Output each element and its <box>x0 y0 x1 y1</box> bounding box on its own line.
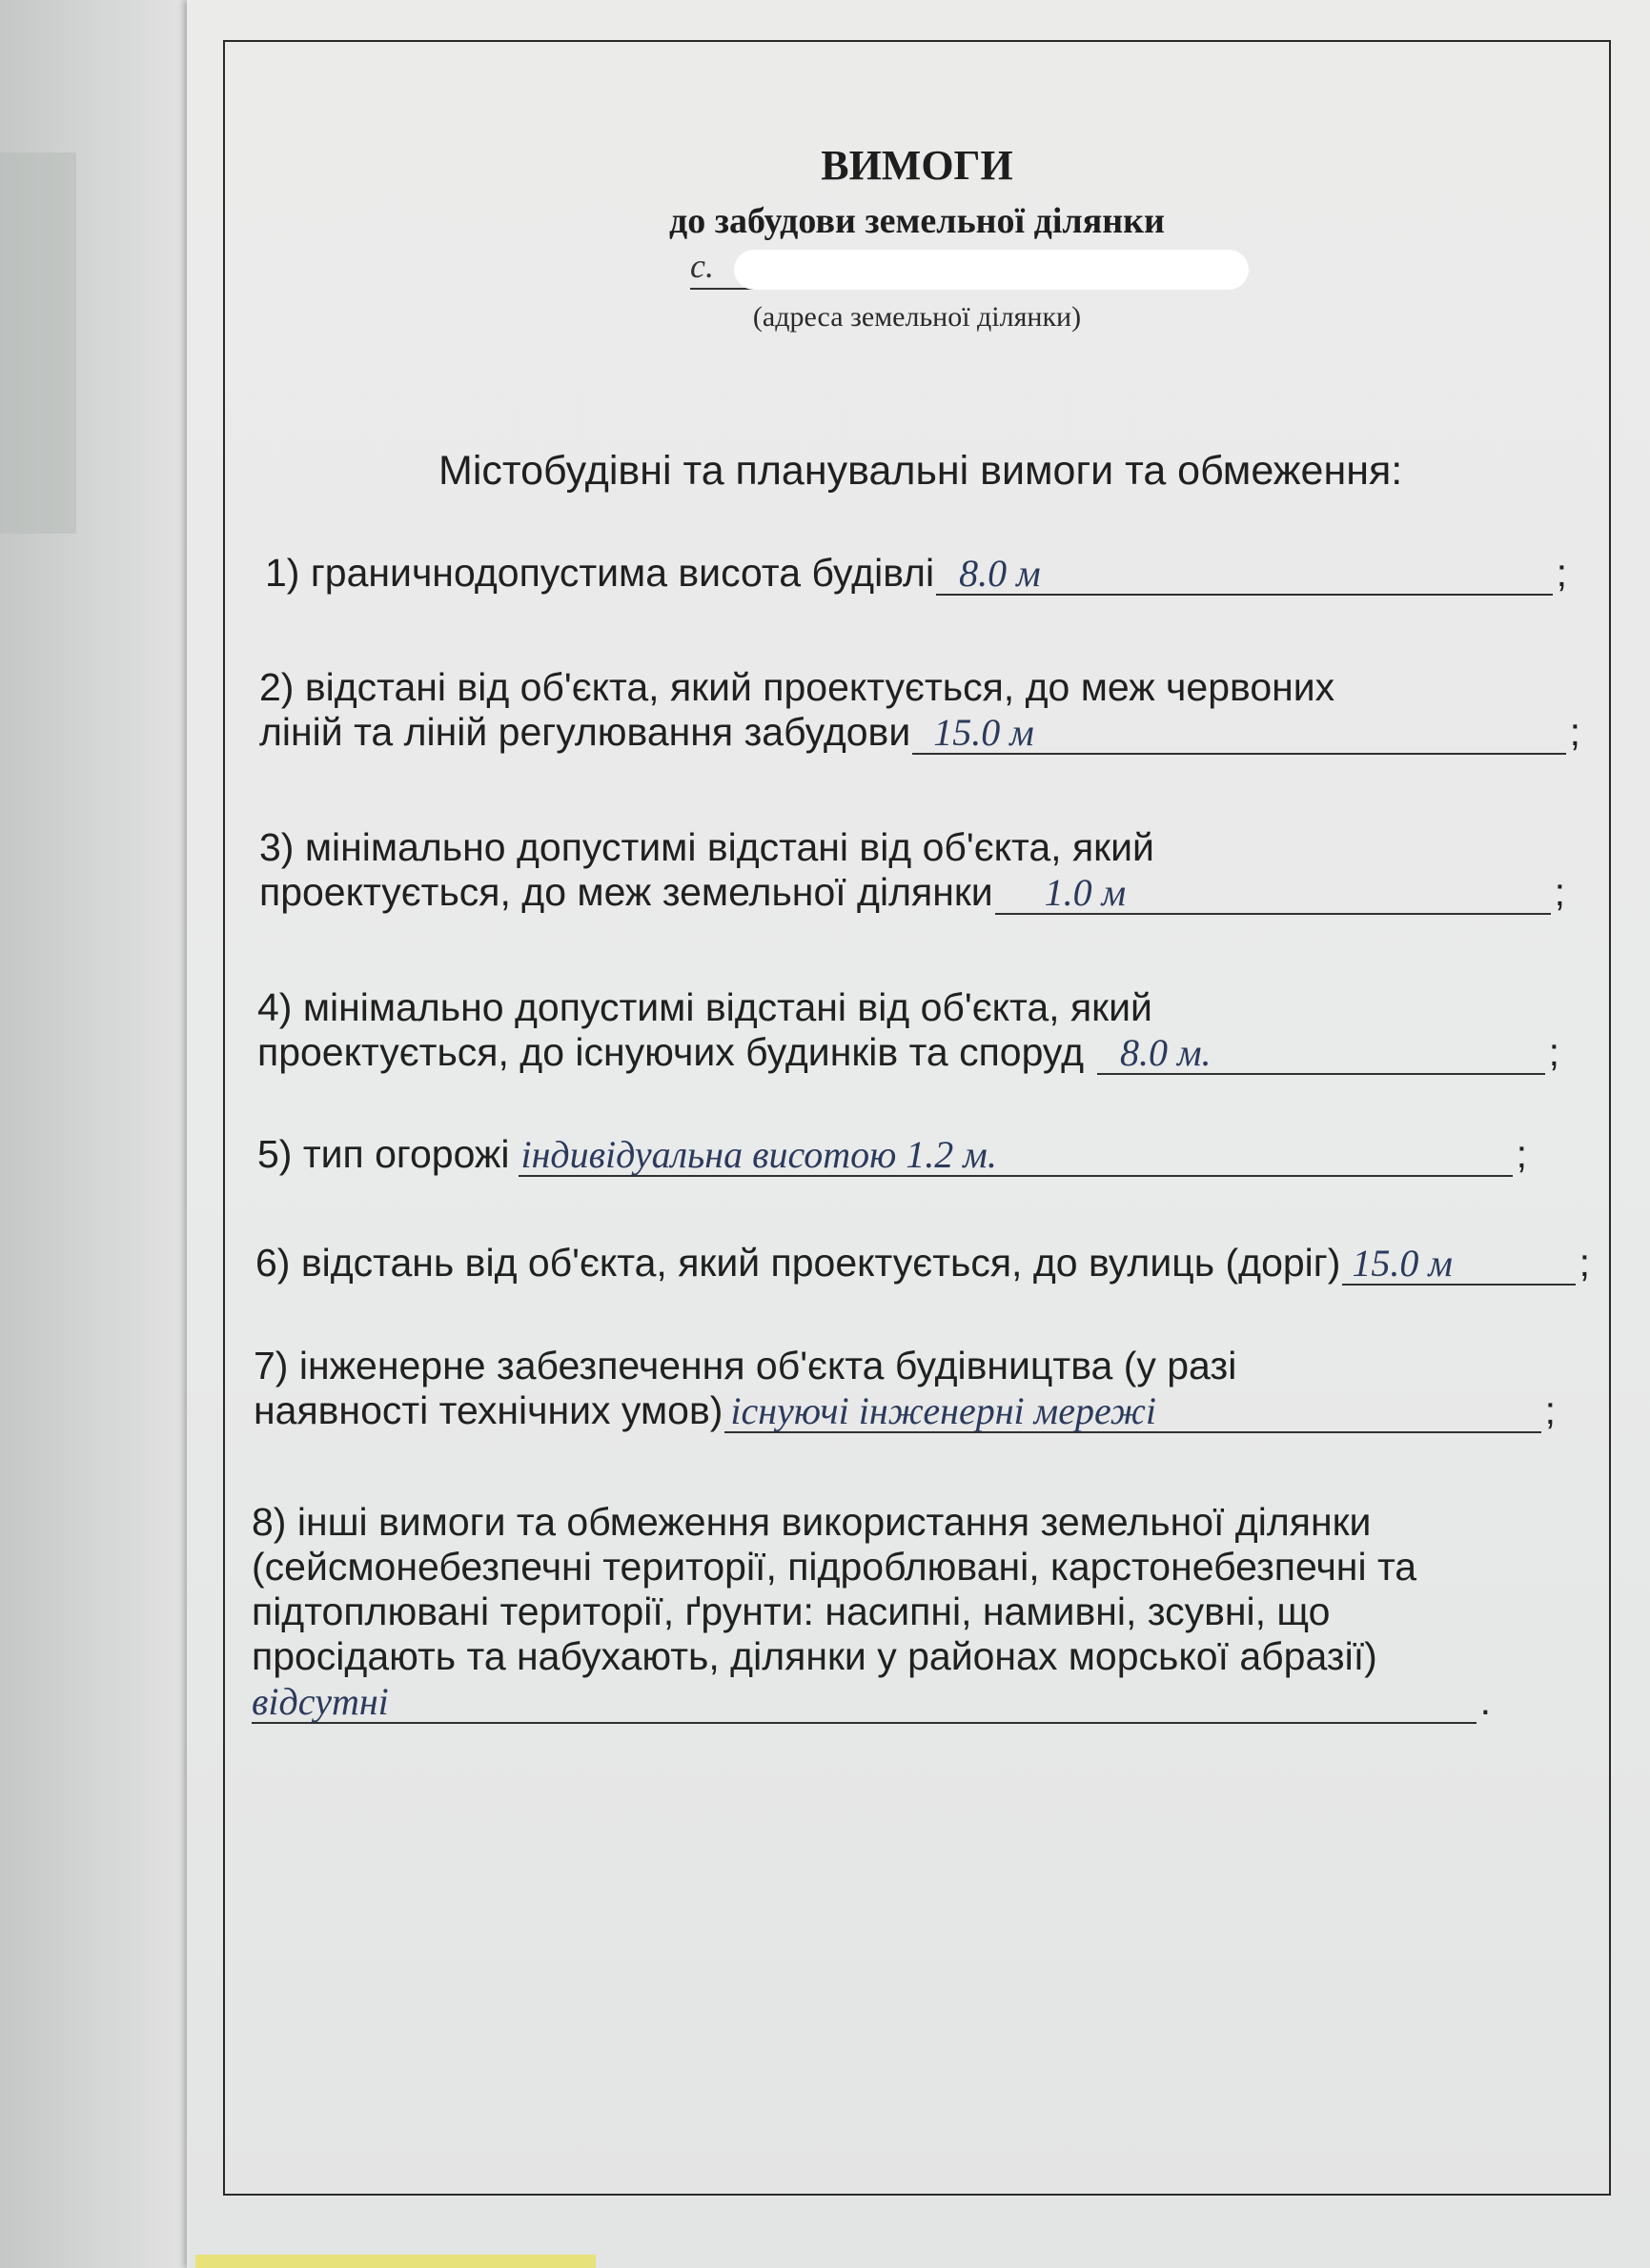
handwritten-value: існуючі інженерні мережі <box>730 1389 1157 1432</box>
requirement-label: просідають та набухають, ділянки у районах морської абразії) <box>252 1634 1377 1678</box>
line-terminator: ; <box>1554 870 1565 914</box>
address-prefix: с. <box>690 247 714 285</box>
requirement-label: 5) тип огорожі <box>257 1132 510 1176</box>
fill-in-line <box>519 1133 1512 1177</box>
requirement-label: наявності технічних умов) <box>254 1388 723 1432</box>
requirement-label: (сейсмонебезпечні території, підроблювані, карстонебезпечні та <box>252 1545 1417 1589</box>
back-sheet-shadow <box>0 152 76 534</box>
requirement-item-5 <box>257 1132 1527 1177</box>
address-redaction <box>734 250 1249 290</box>
fill-in-line <box>1342 1242 1575 1286</box>
line-terminator: ; <box>1556 551 1567 595</box>
requirement-label: 8) інші вимоги та обмеження використання земельної ділянки <box>252 1500 1372 1544</box>
requirement-label: підтоплювані території, ґрунти: насипні, намивні, зсувні, що <box>252 1590 1331 1633</box>
fill-in-line <box>936 552 1553 596</box>
address-field <box>690 246 1224 290</box>
address-caption: (адреса земельної ділянки) <box>752 301 1082 333</box>
line-terminator: . <box>1479 1679 1491 1723</box>
fill-in-line <box>995 871 1551 915</box>
requirement-label: проектується, до меж земельної ділянки <box>259 870 993 914</box>
requirement-label: 3) мінімально допустимі відстані від об'єкта, який <box>259 825 1154 869</box>
line-terminator: ; <box>1516 1132 1527 1176</box>
requirement-item-3 <box>259 825 1565 915</box>
fill-in-line <box>912 711 1565 755</box>
requirement-item-8 <box>252 1500 1491 1724</box>
line-terminator: ; <box>1569 710 1580 754</box>
document-subtitle: до забудови земельної ділянки <box>669 201 1165 241</box>
line-terminator: ; <box>1548 1030 1559 1074</box>
fill-in-line <box>252 1680 1477 1724</box>
requirement-label: 7) інженерне забезпечення об'єкта будівництва (у разі <box>254 1344 1237 1387</box>
requirement-label: 6) відстань від об'єкта, який проектується, до вулиць (доріг) <box>255 1241 1341 1285</box>
yellow-paper-edge <box>195 2255 596 2268</box>
section-heading: Містобудівні та планувальні вимоги та обмеження: <box>438 448 1403 494</box>
requirement-item-1 <box>265 551 1567 596</box>
requirement-label: ліній та ліній регулювання забудови <box>259 710 911 754</box>
back-sheet <box>0 0 195 2268</box>
fill-in-line <box>724 1389 1540 1433</box>
handwritten-value: 15.0 м <box>1352 1242 1453 1285</box>
handwritten-value: 15.0 м <box>933 711 1034 754</box>
requirement-label: 4) мінімально допустимі відстані від об'єкта, який <box>257 985 1152 1029</box>
requirement-item-6 <box>255 1241 1590 1286</box>
page-border-frame <box>223 40 1611 2196</box>
document-title: ВИМОГИ <box>821 142 1013 189</box>
line-terminator: ; <box>1579 1241 1590 1285</box>
requirement-item-7 <box>254 1344 1556 1433</box>
handwritten-value: відсутні <box>252 1680 389 1723</box>
requirement-item-4 <box>257 985 1559 1075</box>
line-terminator: ; <box>1544 1388 1556 1432</box>
requirement-label: 2) відстані від об'єкта, який проектується, до меж червоних <box>259 665 1335 709</box>
handwritten-value: 8.0 м. <box>1120 1031 1212 1074</box>
fill-in-line <box>1097 1031 1545 1075</box>
requirement-label: 1) граничнодопустима висота будівлі <box>265 551 935 595</box>
handwritten-value: індивідуальна висотою 1.2 м. <box>520 1133 997 1176</box>
handwritten-value: 1.0 м <box>1044 871 1127 914</box>
requirement-label: проектується, до існуючих будинків та споруд <box>257 1030 1084 1074</box>
requirement-item-2 <box>259 665 1580 755</box>
handwritten-value: 8.0 м <box>959 552 1041 595</box>
